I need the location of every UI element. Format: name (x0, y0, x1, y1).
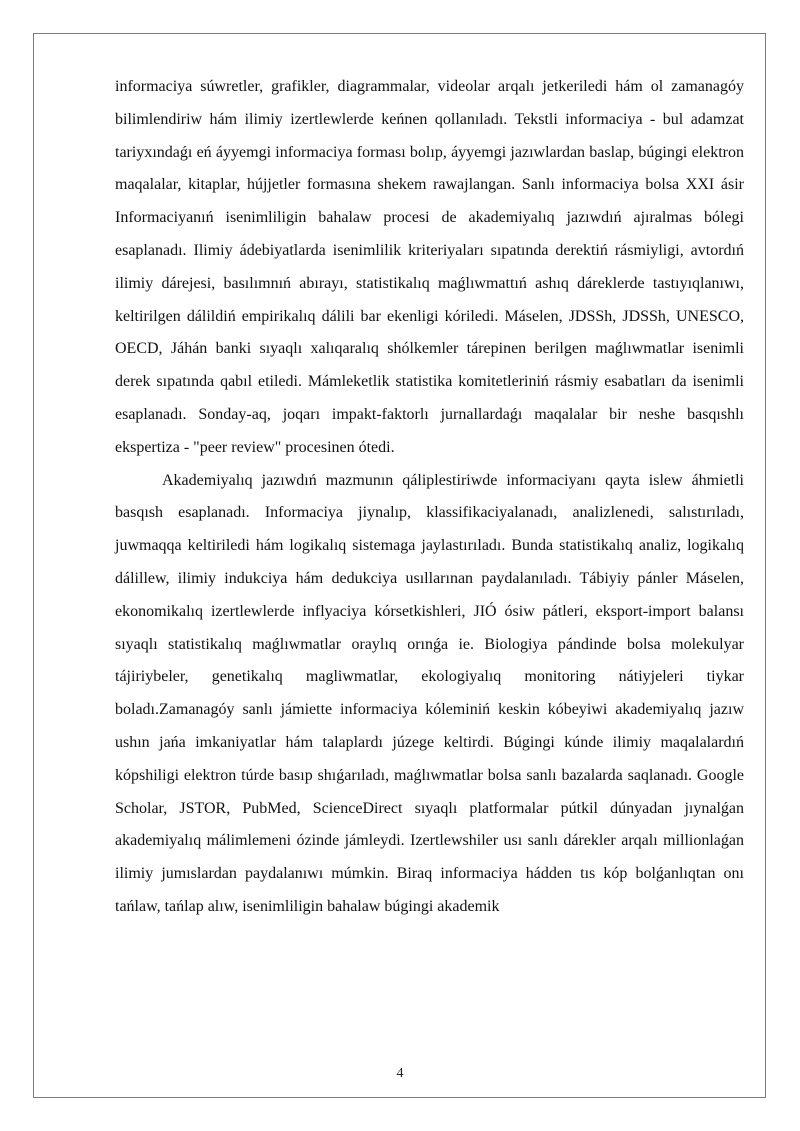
page-number: 4 (396, 1066, 404, 1081)
document-body (115, 71, 744, 924)
paragraph-2: Akademiyalıq jazıwdıń mazmunın qáliplestiriwde informaciyanı qayta islew áhmietli basqısh esaplanadı. Informaciya jiynalıp, klassifikaciyalanadı, analizlenedi, salıstırıladı, juwmaqqa keltiriledi hám logikalıq sistemaga jaylastırıladı. Bunda statistikalıq analiz, logikalıq dálillew, ilimiy indukciya hám dedukciya usıllarınan paydalanıladı. Tábiyiy pánler Máselen, ekonomikalıq izertlewlerde inflyaciya kórsetkishleri, JIÓ ósiw pátleri, eksport-import balansı sıyaqlı statistikalıq maǵlıwmatlar oraylıq orınǵa ie. Biologiya pándinde bolsa molekulyar tájiriybeler, genetikalıq magliwmatlar, ekologiyalıq monitoring nátiyjeleri tiykar boladı.Zamanagóy sanlı jámiette informaciya kóleminiń keskin kóbeyiwi akademiyalıq jazıw ushın jańa imkaniyatlar hám talaplardı júzege keltirdi. Búgingi kúnde ilimiy maqalalardıń kópshiligi elektron túrde basıp shıǵarıladı, maǵlıwmatlar bolsa sanlı bazalarda saqlanadı. Google Scholar, JSTOR, PubMed, ScienceDirect sıyaqlı platformalar pútkil dúnyadan jıynalǵan akademiyalıq málimlemeni ózinde jámleydi. Izertlewshiler usı sanlı dárekler arqalı millionlaǵan ilimiy jumıslardan paydalanıwı múmkin. Biraq informaciya hádden tıs kóp bolǵanlıqtan onı tańlaw, tańlap alıw, isenimliligin bahalaw búgingi akademik (115, 471, 744, 915)
paragraph-1: informaciya súwretler, grafikler, diagrammalar, videolar arqalı jetkeriledi hám ol zamanagóy bilimlendiriw hám ilimiy izertlewlerde keńnen qollanıladı. Tekstli informaciya - bul adamzat tariyxındaǵı eń áyyemgi informaciya forması bolıp, áyyemgi jazıwlardan baslap, búgingi elektron maqalalar, kitaplar, hújjetler formasına shekem rawajlangan. Sanlı informaciya bolsa XXI ásir Informaciyanıń isenimliligin bahalaw procesi de akademiyalıq jazıwdıń ajıralmas bólegi esaplanadı. Ilimiy ádebiyatlarda isenimlilik kriteriyaları sıpatında derektiń rásmiyligi, avtordıń ilimiy dárejesi, basılımnıń abırayı, statistikalıq maǵlıwmattıń ashıq dáreklerde tastıyıqlanıwı, keltirilgen dálildiń empirikalıq dálili bar ekenligi kóriledi. Máselen, JDSSh, JDSSh, UNESCO, OECD, Jáhán banki sıyaqlı xalıqaralıq shólkemler tárepinen berilgen maǵlıwmatlar isenimli derek sıpatında qabıl etiledi. Mámleketlik statistika komitetleriniń rásmiy esabatları da isenimli esaplanadı. Sonday-aq, joqarı impakt-faktorlı jurnallardaǵı maqalalar bir neshe basqıshlı ekspertiza - "peer review" procesinen ótedi. (115, 78, 744, 456)
